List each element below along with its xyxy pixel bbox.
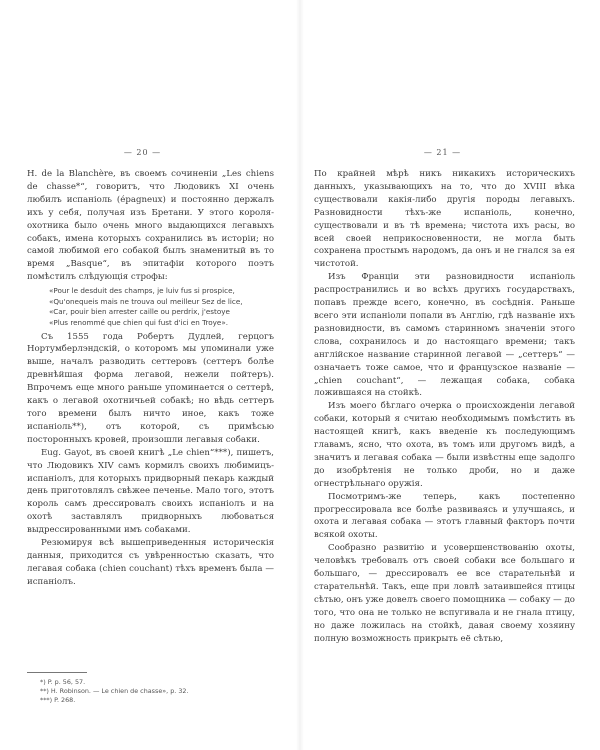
- verse-line: «Pour le desduit des champs, je luiv fus si prospice,: [49, 286, 235, 296]
- paragraph: H. de la Blanchère, въ своемъ сочиненіи „Les chiens de chasse*“, говоритъ, что Людовикъ XI очень любилъ испаніоль (épagneux) и постоянно держалъ ихъ у себя, получая изъ Бретани. У этого короля-охотника было очень много выдающихся легавыхъ собакъ, имена которыхъ сохранились въ исторіи; но самой любимой его собакой былъ знаменитый въ то время „Basque“, въ эпитафіи которого поэтъ помѣстилъ слѣдующія строфы:: [27, 169, 274, 283]
- epitaph-verse: [49, 286, 274, 328]
- paragraph: Посмотримъ-же теперь, какъ постепенно прогрессировала все болѣе развиваясь и улучшаясь, и охота и легавая собака — этотъ главный факторъ почти всякой охоты.: [314, 491, 575, 541]
- right-page: [300, 0, 585, 750]
- verse-line: «Plus renommé que chien qui fust d'ici en Troye».: [49, 317, 229, 327]
- footnote: **) H. Robinson. — Le chien de chasse», p. 32.: [40, 687, 189, 695]
- footnote: ***) P. 268.: [40, 696, 76, 704]
- footnote: *) P. р. 56, 57.: [40, 678, 86, 686]
- paragraph: Сообразно развитію и усовершенствованію охоты, человѣкъ требовалъ отъ своей собаки все большаго и большаго, — дрессировалъ ее все старательнѣй и старательнѣй. Такъ, еще при ловлѣ затаившейся птицы сѣтью, онъ уже довелъ своего помощника — собаку — до того, что она не только не вспугивала и не гнала птицу, но даже ложилась на стойкѣ, давая своему хозяину полную возможность прикрыть её сѣтью,: [314, 543, 575, 644]
- footnotes: [40, 678, 275, 705]
- paragraph: Eug. Gayot, въ своей книгѣ „Le chien“***), пишетъ, что Людовикъ XIV самъ кормилъ своихъ любимицъ-испаніолъ, для которыхъ придворный пекарь каждый день приготовлялъ свѣжее печенье. Мало того, этотъ король самъ дрессировалъ своихъ испаніолъ и на охотѣ заставлялъ придворныхъ любоваться выдрессированными имъ собаками.: [27, 447, 274, 536]
- paragraph: Изъ моего бѣглаго очерка о происхожденіи легавой собаки, который я считаю необходимымъ помѣстить въ настоящей книгѣ, какъ введеніе къ последующимъ главамъ, ясно, что охота, въ томъ или другомъ видѣ, а значитъ и легавая собака — были извѣстны еще задолго до изобрѣтенія не только дроби, но и даже огнестрѣльнаго оружія.: [314, 401, 575, 489]
- paragraph: Изъ Франціи эти разновидности испаніоль распространились и во всѣхъ другихъ государствахъ, попавъ прежде всего, конечно, въ сосѣднія. Раньше всего эти испаніоли попали въ Англію, гдѣ названіе ихъ разновидности, въ самомъ старинномъ значеніи этого слова, сохранилось и до настоящаго времени; такъ англійское название старинной легавой — „сеттеръ“ — означаетъ тоже самое, что и французское названіе — „chien couchant“, — лежащая собака, собака ложившаяся на стойкѣ.: [314, 272, 575, 399]
- left-page-body: [27, 168, 274, 589]
- left-page: [0, 0, 285, 750]
- paragraph: Съ 1555 года Робертъ Дудлей, герцогъ Нортумберлэндскій, о которомъ мы упоминали уже выше, началъ разводить сеттеровъ (сеттеръ болѣе древнѣйшая форма легавой, нежели пойтеръ). Впрочемъ еще много раньше упоминается о сеттерѣ, какъ о легавой охотничьей собакѣ; но вѣдь сеттеръ того времени былъ ничто иное, какъ тоже испаніоль**), отъ которой, съ примѣсью посторонныхъ кровей, произошли легавыя собаки.: [27, 331, 274, 445]
- page-number-left: — 20 —: [123, 148, 162, 157]
- footnote-rule: [27, 672, 87, 673]
- verse-line: «Qu'onequeis mais ne trouva oul meilleur Sez de lice,: [49, 296, 243, 306]
- verse-line: «Car, pouir bien arrester caille ou perdrix, j'estoye: [49, 307, 230, 317]
- paragraph: Резюмируя всѣ вышеприведенныя историческія данныя, приходится съ увѣренностью сказать, что легавая собака (chien couchant) тѣхъ временъ была — испаніолъ.: [27, 538, 274, 587]
- paragraph: По крайней мѣрѣ никъ никакихъ историческихъ данныхъ, указывающихъ на то, что до XVIII вѣка существовали какія-либо другія породы легавыхъ. Разновидности тѣхъ-же испаніоль, конечно, существовали и въ тѣ времена; чистота ихъ расы, во всей своей неприкосновенности, не могла быть сохранена простымъ народомъ, да онъ и не гнался за ея чистотой.: [314, 169, 575, 270]
- right-page-body: [314, 168, 575, 646]
- page-number-right: — 21 —: [423, 148, 462, 157]
